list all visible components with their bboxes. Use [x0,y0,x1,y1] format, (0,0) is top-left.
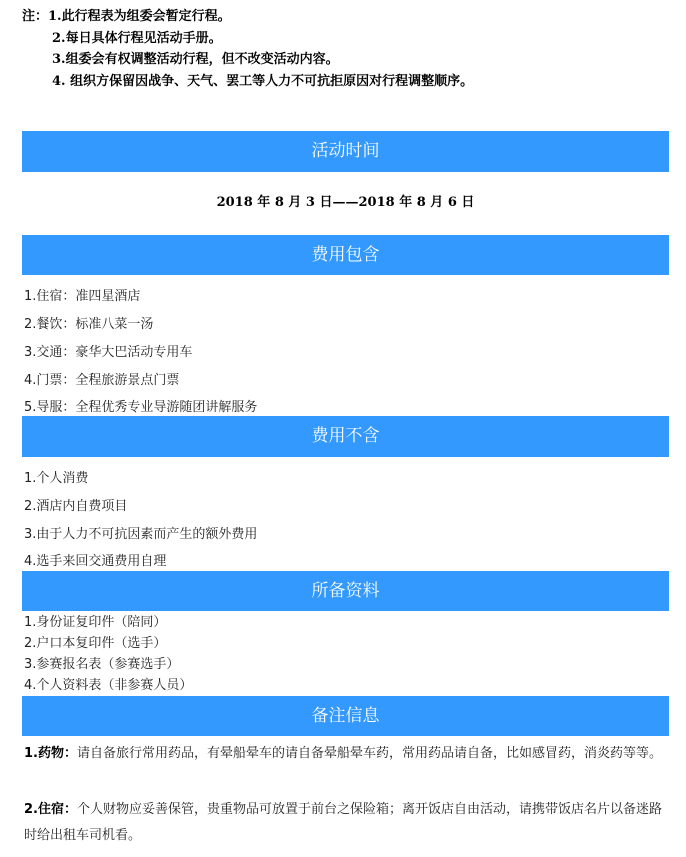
list-item: 3.参赛报名表（参赛选手） [24,657,180,672]
excluded-list [24,465,257,575]
list-item: 1.个人消费 [24,471,89,486]
section-header-remarks: 备注信息 [22,696,669,736]
list-item: 4.选手来回交通费用自理 [24,554,167,569]
section-header-materials: 所备资料 [22,571,669,611]
list-item: 2.酒店内自费项目 [24,499,128,514]
notes-prefix: 注： [22,9,49,24]
list-item: 1.身份证复印件（陪同） [24,615,167,630]
section-header-included: 费用包含 [22,235,669,275]
note-line-2: 2.每日具体行程见活动手册。 [52,30,222,46]
remark-label: 2.住宿： [24,802,77,817]
list-item: 4.个人资料表（非参赛人员） [24,678,193,693]
list-item: 4.门票：全程旅游景点门票 [24,373,180,388]
list-item: 3.交通：豪华大巴活动专用车 [24,345,193,360]
list-item: 5.导服：全程优秀专业导游随团讲解服务 [24,400,258,415]
remark-medicine [24,741,669,767]
list-item: 1.住宿：准四星酒店 [24,289,141,304]
remark-lodging [24,797,669,849]
remark-text: 个人财物应妥善保管，贵重物品可放置于前台之保险箱；离开饭店自由活动，请携带饭店名片以备迷路时给出租车司机看。 [24,802,662,843]
included-list [24,283,257,421]
remark-label: 1.药物： [24,746,77,761]
note-line-4: 4. 组织方保留因战争、天气、罢工等人力不可抗拒原因对行程调整顺序。 [52,73,474,89]
note-line-1: 注：1.此行程表为组委会暂定行程。 [22,9,231,24]
section-header-time: 活动时间 [22,131,669,172]
list-item: 2.餐饮：标准八菜一汤 [24,317,154,332]
notes-block [22,6,473,92]
remark-text: 请自备旅行常用药品，有晕船晕车的请自备晕船晕车药，常用药品请自备，比如感冒药，消炎药等等。 [76,746,662,761]
note-line-3: 3.组委会有权调整活动行程，但不改变活动内容。 [52,52,339,67]
section-header-excluded: 费用不含 [22,416,669,457]
materials-list [24,612,192,696]
list-item: 3.由于人力不可抗因素而产生的额外费用 [24,527,258,542]
list-item: 2.户口本复印件（选手） [24,636,167,651]
event-date-range: 2018 年 8 月 3 日——2018 年 8 月 6 日 [216,195,475,210]
